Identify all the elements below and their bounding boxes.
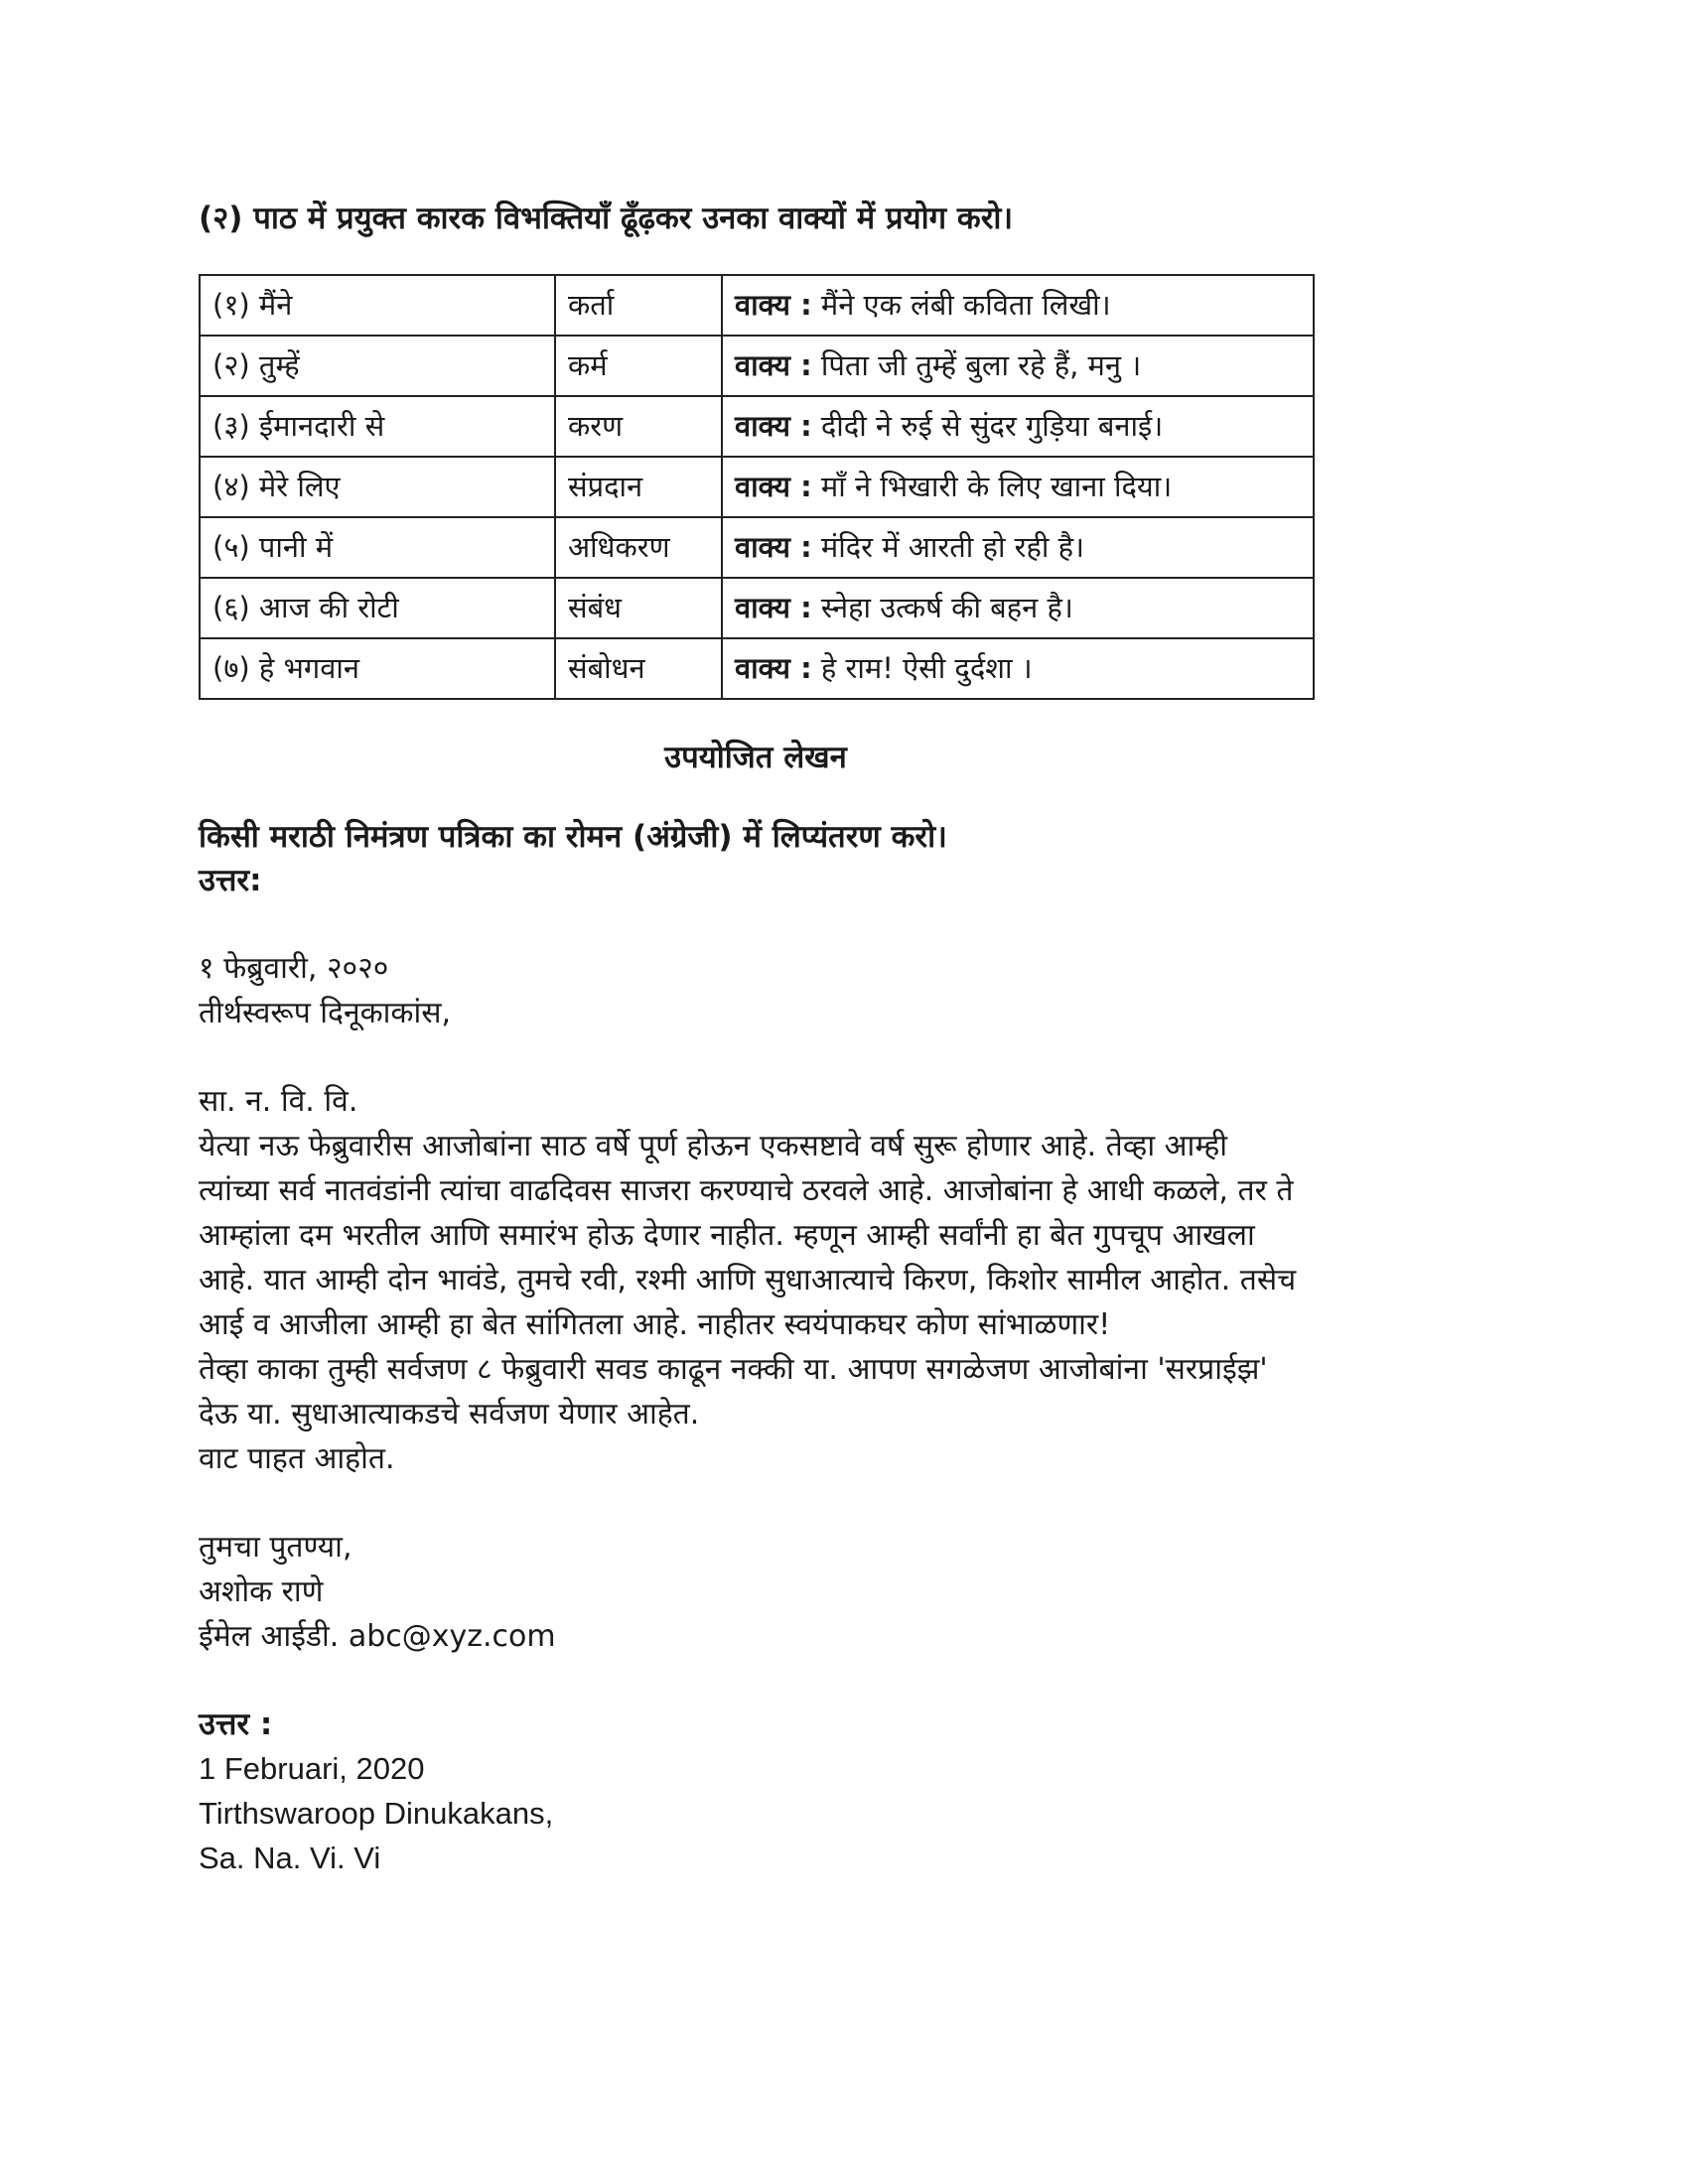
document-page: [199, 195, 1489, 1880]
sentence-cell: [722, 336, 1314, 396]
table-row: [200, 638, 1314, 699]
sentence-text: मंदिर में आरती हो रही है।: [820, 530, 1085, 564]
karak-cell: संप्रदान: [555, 457, 722, 517]
word-cell: (७) हे भगवान: [200, 638, 555, 699]
roman-line: Tirthswaroop Dinukakans,: [199, 1796, 554, 1831]
roman-line: Sa. Na. Vi. Vi: [199, 1841, 381, 1875]
vakya-label: वाक्य :: [735, 651, 812, 685]
exercise-heading: (२) पाठ में प्रयुक्त कारक विभक्तियाँ ढूँढ़कर उनका वाक्यों में प्रयोग करो।: [199, 201, 1014, 236]
sentence-cell: [722, 638, 1314, 699]
word-cell: (६) आज की रोटी: [200, 578, 555, 638]
karak-cell: कर्म: [555, 336, 722, 396]
letter-body-line: तेव्हा काका तुम्ही सर्वजण ८ फेब्रुवारी सवड काढून नक्की या. आपण सगळेजण आजोबांना 'सरप्राईझ': [199, 1352, 1268, 1387]
sentence-text: मैंने एक लंबी कविता लिखी।: [820, 288, 1111, 322]
vakya-label: वाक्य :: [735, 409, 812, 443]
sentence-text: हे राम! ऐसी दुर्दशा ।: [820, 651, 1033, 685]
sentence-text: दीदी ने रुई से सुंदर गुड़िया बनाई।: [820, 409, 1164, 443]
word-cell: (४) मेरे लिए: [200, 457, 555, 517]
table-row: [200, 275, 1314, 336]
vakya-label: वाक्य :: [735, 530, 812, 564]
letter-sender-name: अशोक राणे: [199, 1574, 324, 1609]
question-text: किसी मराठी निमंत्रण पत्रिका का रोमन (अंग्रेजी) में लिप्यंतरण करो।: [199, 819, 947, 855]
word-cell: (५) पानी में: [200, 517, 555, 578]
karak-table: [199, 274, 1315, 700]
vakya-label: वाक्य :: [735, 591, 812, 624]
letter-body-line: आहे. यात आम्ही दोन भावंडे, तुमचे रवी, रश्मी आणि सुधाआत्याचे किरण, किशोर सामील आहोत. तसेच: [199, 1263, 1297, 1297]
letter-date: १ फेब्रुवारी, २०२०: [199, 951, 389, 986]
letter-addressee: तीर्थस्वरूप दिनूकाकांस,: [199, 996, 452, 1030]
letter-salutation: सा. न. वि. वि.: [199, 1084, 358, 1119]
word-cell: (२) तुम्हें: [200, 336, 555, 396]
sentence-text: माँ ने भिखारी के लिए खाना दिया।: [820, 470, 1173, 503]
table-row: [200, 396, 1314, 457]
sentence-cell: [722, 578, 1314, 638]
letter-body-line: आई व आजीला आम्ही हा बेत सांगितला आहे. नाहीतर स्वयंपाकघर कोण सांभाळणार!: [199, 1307, 1111, 1342]
word-cell: (१) मैंने: [200, 275, 555, 336]
letter-body-line: त्यांच्या सर्व नातवंडांनी त्यांचा वाढदिवस साजरा करण्याचे ठरवले आहे. आजोबांना हे आधी कळले, तर ते: [199, 1173, 1294, 1208]
table-row: [200, 336, 1314, 396]
karak-cell: संबंध: [555, 578, 722, 638]
karak-cell: अधिकरण: [555, 517, 722, 578]
karak-cell: संबोधन: [555, 638, 722, 699]
roman-transliteration: [199, 1703, 1489, 1880]
letter-email: ईमेल आईडी. abc@xyz.com: [199, 1619, 556, 1654]
section-title: उपयोजित लेखन: [664, 740, 847, 775]
letter-body-line: वाट पाहत आहोत.: [199, 1441, 395, 1476]
sentence-text: पिता जी तुम्हें बुला रहे हैं, मनु ।: [820, 348, 1142, 382]
answer-label: उत्तर:: [199, 863, 262, 898]
sentence-cell: [722, 396, 1314, 457]
letter-closing: तुमचा पुतण्या,: [199, 1530, 352, 1565]
vakya-label: वाक्य :: [735, 470, 812, 503]
table-row: [200, 517, 1314, 578]
table-row: [200, 457, 1314, 517]
letter-body-line: देऊ या. सुधाआत्याकडचे सर्वजण येणार आहेत.: [199, 1397, 700, 1432]
letter-body-line: आम्हांला दम भरतील आणि समारंभ होऊ देणार नाहीत. म्हणून आम्ही सर्वांनी हा बेत गुपचूप आखला: [199, 1218, 1255, 1253]
letter-body-line: येत्या नऊ फेब्रुवारीस आजोबांना साठ वर्षे पूर्ण होऊन एकसष्टावे वर्ष सुरू होणार आहे. तेव्हा आम्ही: [199, 1129, 1228, 1163]
marathi-letter: [199, 946, 1489, 1659]
vakya-label: वाक्य :: [735, 288, 812, 322]
karak-cell: करण: [555, 396, 722, 457]
karak-cell: कर्ता: [555, 275, 722, 336]
sentence-cell: [722, 457, 1314, 517]
roman-line: 1 Februari, 2020: [199, 1751, 425, 1786]
sentence-cell: [722, 275, 1314, 336]
vakya-label: वाक्य :: [735, 348, 812, 382]
roman-answer-label: उत्तर :: [199, 1706, 273, 1742]
table-row: [200, 578, 1314, 638]
sentence-text: स्नेहा उत्कर्ष की बहन है।: [820, 591, 1073, 624]
word-cell: (३) ईमानदारी से: [200, 396, 555, 457]
sentence-cell: [722, 517, 1314, 578]
